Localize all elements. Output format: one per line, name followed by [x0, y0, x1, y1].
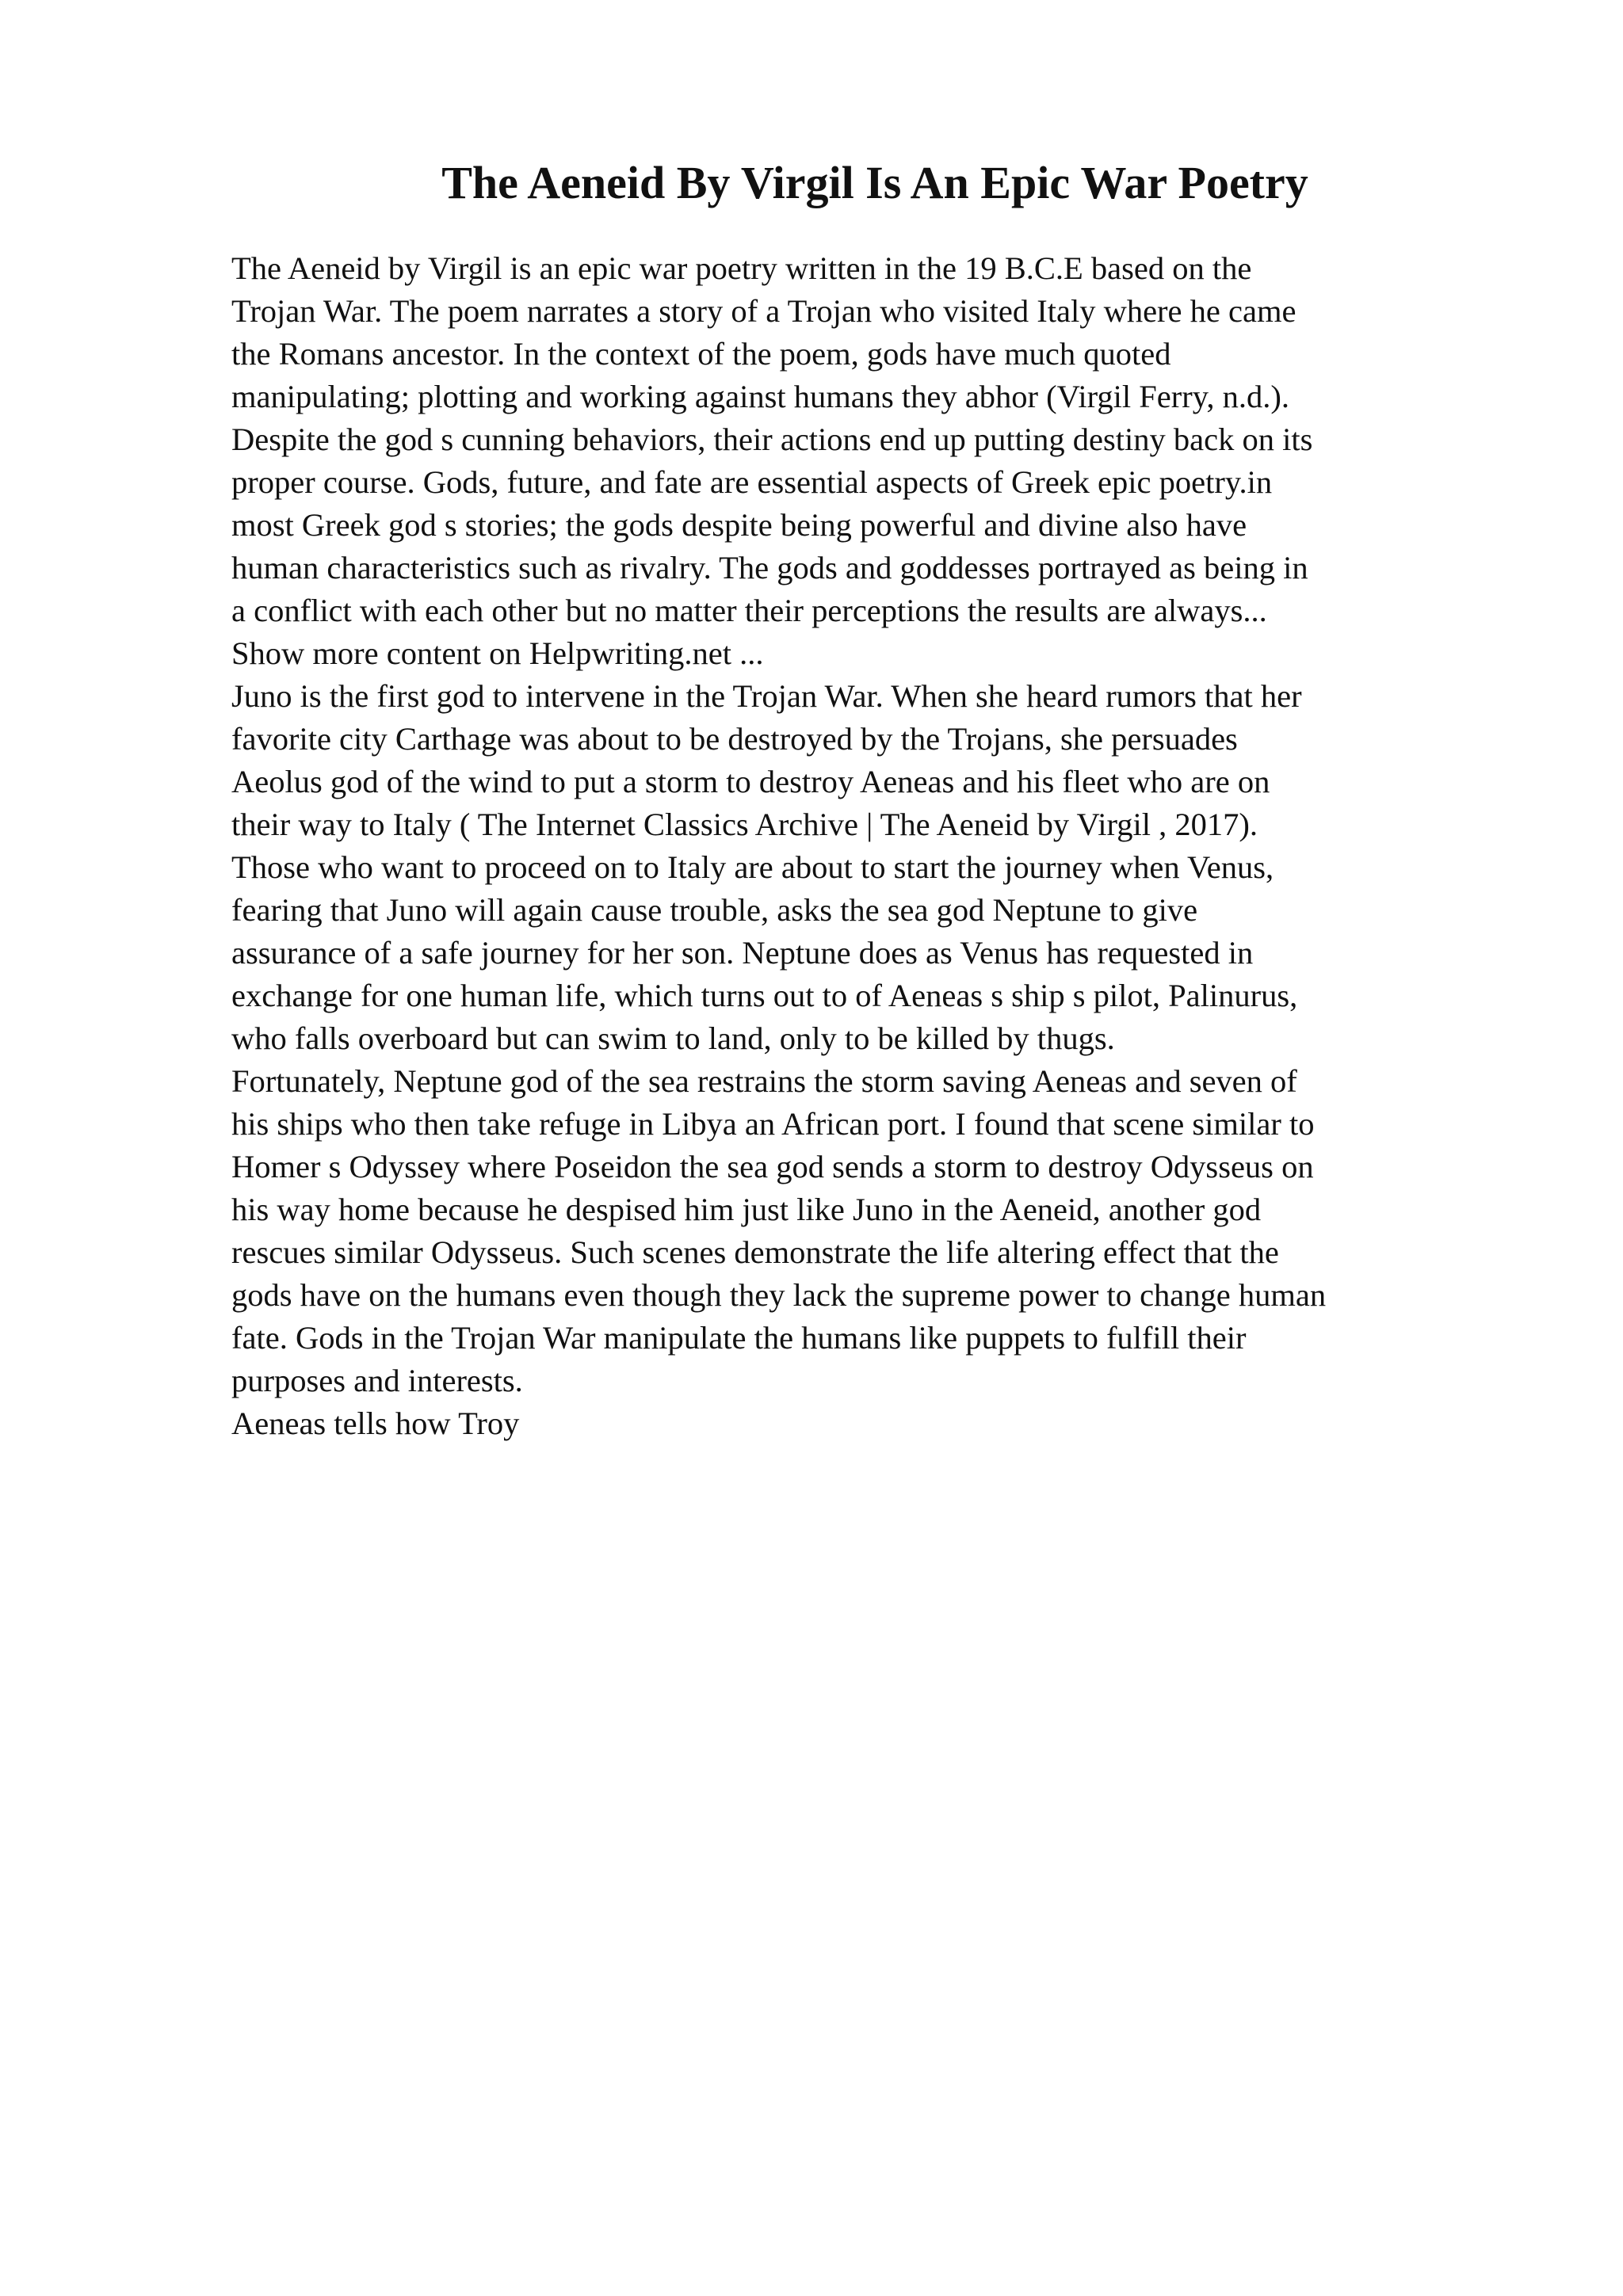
body-line: most Greek god s stories; the gods despite being powerful and divine also have — [231, 507, 1247, 543]
body-line: his way home because he despised him just like Juno in the Aeneid, another god — [231, 1192, 1262, 1227]
body-line: Despite the god s cunning behaviors, their actions end up putting destiny back on its — [231, 421, 1313, 457]
show-more-link[interactable]: Show more content on Helpwriting.net ... — [231, 635, 764, 671]
body-line: Juno is the first god to intervene in the Trojan War. When she heard rumors that her — [231, 678, 1302, 714]
body-line: rescues similar Odysseus. Such scenes demonstrate the life altering effect that the — [231, 1234, 1279, 1270]
body-line: gods have on the humans even though they lack the supreme power to change human — [231, 1277, 1327, 1313]
body-line: The Aeneid by Virgil is an epic war poetry written in the 19 B.C.E based on the — [231, 250, 1252, 286]
body-line: Fortunately, Neptune god of the sea restrains the storm saving Aeneas and seven of — [231, 1063, 1297, 1099]
body-line: his ships who then take refuge in Libya an African port. I found that scene similar to — [231, 1106, 1315, 1142]
body-line: exchange for one human life, which turns out to of Aeneas s ship s pilot, Palinurus, — [231, 978, 1298, 1013]
body-line: Aeneas tells how Troy — [231, 1405, 520, 1441]
body-line: their way to Italy ( The Internet Classics Archive | The Aeneid by Virgil , 2017). — [231, 807, 1258, 842]
page-title: The Aeneid By Virgil Is An Epic War Poetry — [441, 157, 1308, 208]
body-line: Those who want to proceed on to Italy are about to start the journey when Venus, — [231, 849, 1274, 885]
body-line: assurance of a safe journey for her son. Neptune does as Venus has requested in — [231, 935, 1254, 971]
body-line: favorite city Carthage was about to be destroyed by the Trojans, she persuades — [231, 721, 1238, 757]
body-line: fate. Gods in the Trojan War manipulate the humans like puppets to fulfill their — [231, 1320, 1247, 1356]
body-line: human characteristics such as rivalry. The gods and goddesses portrayed as being in — [231, 550, 1308, 585]
body-line: Homer s Odyssey where Poseidon the sea god sends a storm to destroy Odysseus on — [231, 1149, 1314, 1184]
body-line: manipulating; plotting and working against humans they abhor (Virgil Ferry, n.d.). — [231, 379, 1289, 414]
body-line: the Romans ancestor. In the context of the poem, gods have much quoted — [231, 336, 1171, 372]
body-line: who falls overboard but can swim to land, only to be killed by thugs. — [231, 1020, 1115, 1056]
body-line: a conflict with each other but no matter their perceptions the results are always... — [231, 593, 1267, 628]
body-line: Trojan War. The poem narrates a story of a Trojan who visited Italy where he came — [231, 293, 1296, 329]
body-line: purposes and interests. — [231, 1363, 523, 1398]
body-line: Aeolus god of the wind to put a storm to destroy Aeneas and his fleet who are on — [231, 764, 1270, 799]
body-line: fearing that Juno will again cause trouble, asks the sea god Neptune to give — [231, 892, 1198, 928]
body-line: proper course. Gods, future, and fate are essential aspects of Greek epic poetry.in — [231, 464, 1273, 500]
document-body — [231, 247, 1499, 1445]
